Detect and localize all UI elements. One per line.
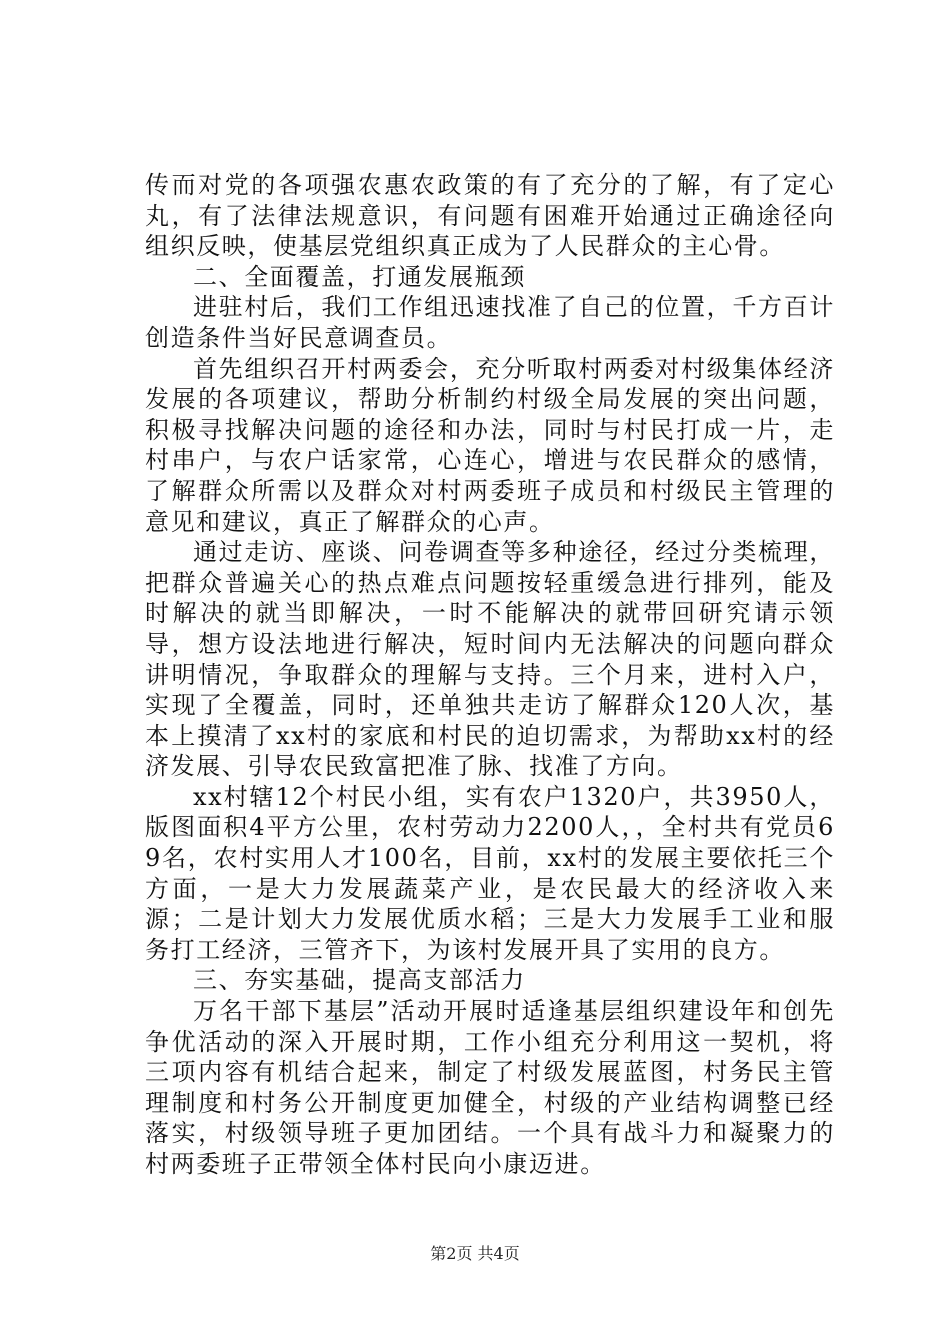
paragraph: xx村辖12个村民小组，实有农户1320户，共3950人，版图面积4平方公里，农村劳动力2200人，，全村共有党员69名，农村实用人才100名，目前，xx村的发展主要依托三个方面，一是大力发展蔬菜产业，是农民最大的经济收入来源；二是计划大力发展优质水稻；三是大力发展手工业和服务打工经济，三管齐下，为该村发展开具了实用的良方。	[145, 782, 835, 964]
paragraph: 通过走访、座谈、问卷调查等多种途径，经过分类梳理，把群众普遍关心的热点难点问题按轻重缓急进行排列，能及时解决的就当即解决，一时不能解决的就带回研究请示领导，想方设法地进行解决，短时间内无法解决的问题向群众讲明情况，争取群众的理解与支持。三个月来，进村入户，实现了全覆盖，同时，还单独共走访了解群众120人次，基本上摸清了xx村的家底和村民的迫切需求，为帮助xx村的经济发展、引导农民致富把准了脉、找准了方向。	[145, 538, 835, 781]
paragraph: 进驻村后，我们工作组迅速找准了自己的位置，千方百计创造条件当好民意调查员。	[145, 293, 835, 352]
page-number-footer: 第2页 共4页	[430, 1244, 520, 1263]
section-heading-2: 二、全面覆盖，打通发展瓶颈	[193, 262, 526, 291]
document-body	[145, 170, 835, 1180]
paragraph: 首先组织召开村两委会，充分听取村两委对村级集体经济发展的各项建议，帮助分析制约村级全局发展的突出问题，积极寻找解决问题的途径和办法，同时与村民打成一片，走村串户，与农户话家常，心连心，增进与农民群众的感情，了解群众所需以及群众对村两委班子成员和村级民主管理的意见和建议，真正了解群众的心声。	[145, 354, 835, 536]
paragraph: 万名干部下基层”活动开展时适逢基层组织建设年和创先争优活动的深入开展时期，工作小组充分利用这一契机，将三项内容有机结合起来，制定了村级发展蓝图，村务民主管理制度和村务公开制度更加健全，村级的产业结构调整已经落实，村级领导班子更加团结。一个具有战斗力和凝聚力的村两委班子正带领全体村民向小康迈进。	[145, 997, 835, 1178]
section-heading-3: 三、夯实基础，提高支部活力	[193, 966, 526, 995]
paragraph-continuation: 传而对党的各项强农惠农政策的有了充分的了解，有了定心丸，有了法律法规意识，有问题有困难开始通过正确途径向组织反映，使基层党组织真正成为了人民群众的主心骨。	[145, 171, 835, 261]
